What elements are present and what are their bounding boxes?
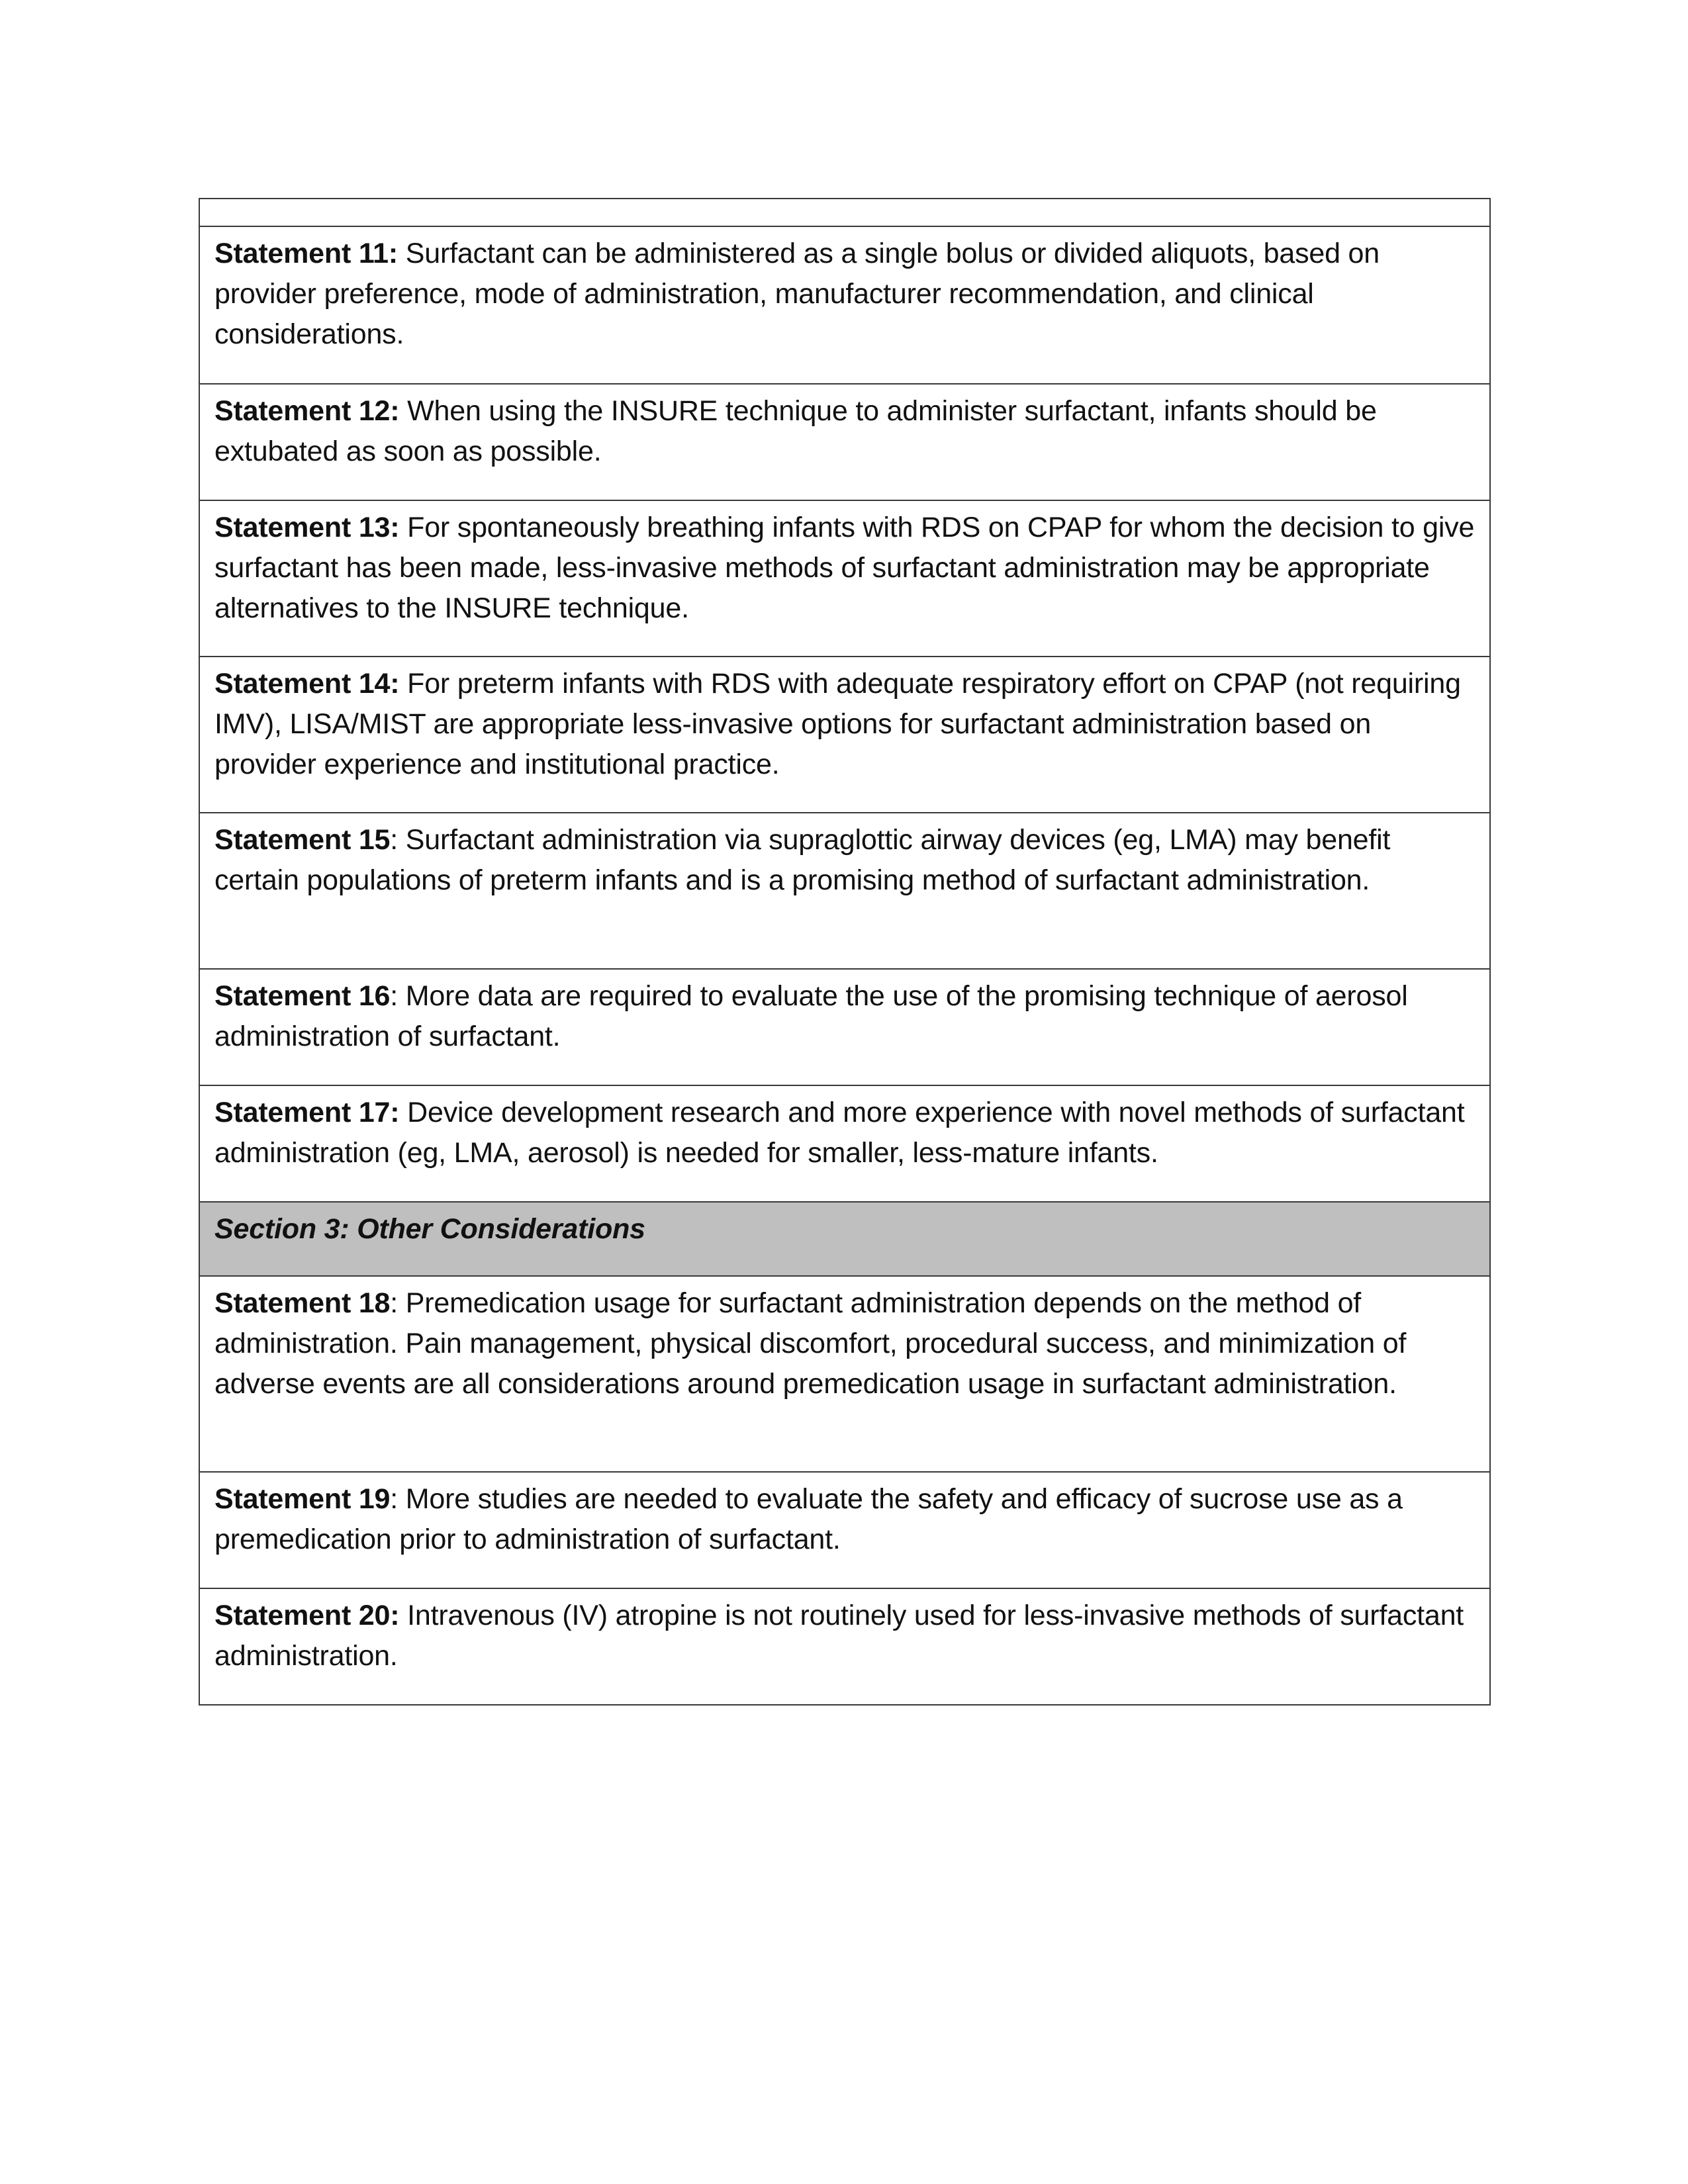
table-row (199, 1085, 1490, 1202)
table-row (199, 1276, 1490, 1472)
statement-17-label: Statement 17: (214, 1097, 400, 1128)
statement-20-text: Intravenous (IV) atropine is not routinely used for less-invasive methods of surfactant administration. (214, 1600, 1464, 1672)
table-row (199, 384, 1490, 500)
statements-table (199, 198, 1491, 1706)
table-row (199, 1472, 1490, 1588)
statement-11-text: Surfactant can be administered as a single bolus or divided aliquots, based on provider preference, mode of administration, manufacturer recommendation, and clinical considerations. (214, 238, 1380, 350)
statement-15-label: Statement 15 (214, 824, 391, 856)
statement-11-label: Statement 11: (214, 238, 399, 269)
table-row (199, 500, 1490, 657)
statement-18-label: Statement 18 (214, 1287, 391, 1319)
statement-15-text: : Surfactant administration via supraglottic airway devices (eg, LMA) may benefit certain populations of preterm infants and is a promising method of surfactant administration. (214, 824, 1391, 896)
table-row (199, 657, 1490, 813)
statement-19-label: Statement 19 (214, 1483, 391, 1515)
statement-12-cell (199, 384, 1490, 500)
statement-11-cell (199, 226, 1490, 384)
section-3-title: Section 3: Other Considerations (199, 1202, 1490, 1276)
statement-14-text: For preterm infants with RDS with adequate respiratory effort on CPAP (not requiring IMV), LISA/MIST are appropriate less-invasive options for surfactant administration based on provider experience and institutional practice. (214, 668, 1461, 780)
statement-17-cell (199, 1085, 1490, 1202)
statement-12-label: Statement 12: (214, 395, 400, 427)
statement-13-cell (199, 500, 1490, 657)
statement-20-cell (199, 1588, 1490, 1705)
statement-19-cell (199, 1472, 1490, 1588)
table-row (199, 969, 1490, 1085)
table-row (199, 1588, 1490, 1705)
statement-19-text: : More studies are needed to evaluate the safety and efficacy of sucrose use as a premedication prior to administration of surfactant. (214, 1483, 1403, 1555)
statement-12-text: When using the INSURE technique to administer surfactant, infants should be extubated as soon as possible. (214, 395, 1377, 467)
statement-13-text: For spontaneously breathing infants with RDS on CPAP for whom the decision to give surfactant has been made, less-invasive methods of surfactant administration may be appropriate alternatives to the INSURE technique. (214, 512, 1475, 624)
statement-18-cell (199, 1276, 1490, 1472)
statement-16-text: : More data are required to evaluate the use of the promising technique of aerosol administration of surfactant. (214, 980, 1408, 1052)
section-header-row (199, 1202, 1490, 1276)
statement-16-cell (199, 969, 1490, 1085)
statement-14-label: Statement 14: (214, 668, 400, 700)
statement-18-text: : Premedication usage for surfactant administration depends on the method of administration. Pain management, physical discomfort, procedural success, and minimization of adverse events are all considerations around premedication usage in surfactant administration. (214, 1287, 1407, 1400)
table-row (199, 813, 1490, 969)
table-row-blank (199, 199, 1490, 226)
table-row (199, 226, 1490, 384)
statement-20-label: Statement 20: (214, 1600, 400, 1631)
statement-17-text: Device development research and more experience with novel methods of surfactant administration (eg, LMA, aerosol) is needed for smaller, less-mature infants. (214, 1097, 1465, 1169)
statement-16-label: Statement 16 (214, 980, 391, 1012)
statement-13-label: Statement 13: (214, 512, 400, 543)
statement-15-cell (199, 813, 1490, 969)
table-cell-blank (199, 199, 1490, 226)
statement-14-cell (199, 657, 1490, 813)
